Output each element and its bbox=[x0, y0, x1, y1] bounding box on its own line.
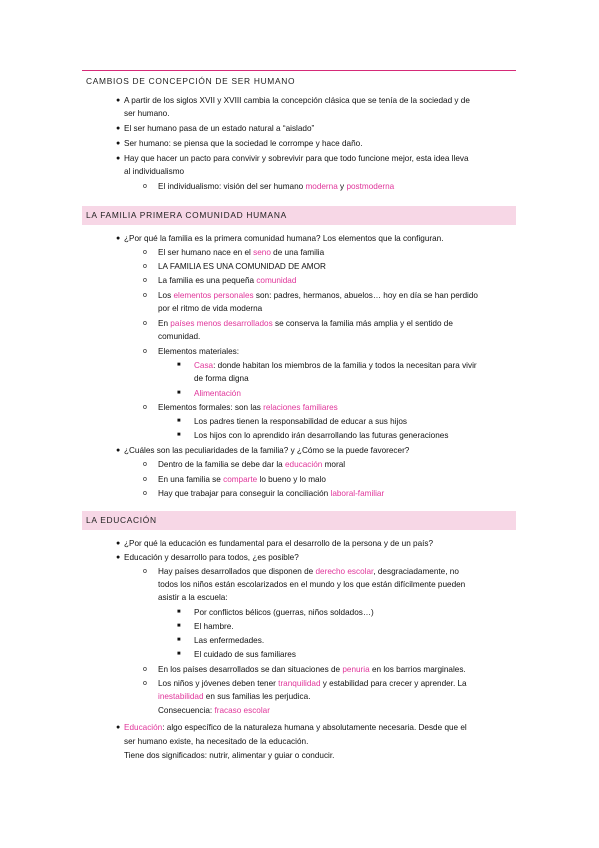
text-line: Alimentación bbox=[194, 389, 241, 398]
text-line: ser humano. bbox=[124, 109, 170, 118]
text-line: Consecuencia: fracaso escolar bbox=[158, 706, 270, 715]
text-line: de forma digna bbox=[194, 374, 249, 383]
text-line: todos los niños están escolarizados en el mundo y los que están difícilmente pueden bbox=[158, 580, 466, 589]
text-line: Hay que trabajar para conseguir la conciliación laboral-familiar bbox=[158, 489, 385, 498]
text-line: Educación: algo específico de la naturaleza humana y absolutamente necesaria. Desde que el bbox=[124, 723, 467, 732]
sub-bullet-icon: o bbox=[143, 490, 147, 497]
bullet-icon: ● bbox=[116, 724, 121, 731]
sub-bullet-icon: o bbox=[143, 249, 147, 256]
text-line: Tiene dos significados: nutrir, alimentar y guiar o conducir. bbox=[124, 751, 335, 760]
text-line: ¿Cuáles son las peculiaridades de la familia? y ¿Cómo se la puede favorecer? bbox=[124, 446, 410, 455]
bullet-icon: ● bbox=[116, 125, 121, 132]
text-line: El individualismo: visión del ser humano moderna y postmoderna bbox=[158, 182, 395, 191]
text-line: ¿Por qué la familia es la primera comunidad humana? Los elementos que la configuran. bbox=[124, 234, 444, 243]
sub-bullet-icon: o bbox=[143, 277, 147, 284]
sub-bullet-icon: o bbox=[143, 476, 147, 483]
sub-bullet-icon: o bbox=[143, 263, 147, 270]
bullet-icon: ● bbox=[116, 554, 121, 561]
text-line: En países menos desarrollados se conserva la familia más amplia y el sentido de bbox=[158, 319, 453, 328]
text-line: Dentro de la familia se debe dar la educación moral bbox=[158, 460, 346, 469]
text-line: Educación y desarrollo para todos, ¿es posible? bbox=[124, 553, 299, 562]
sub-bullet-icon: o bbox=[143, 348, 147, 355]
text-line: Hay países desarrollados que disponen de derecho escolar, desgraciadamente, no bbox=[158, 567, 459, 576]
sub-bullet-icon: o bbox=[143, 461, 147, 468]
text-line: Los padres tienen la responsabilidad de educar a sus hijos bbox=[194, 417, 408, 426]
bullet-icon: ● bbox=[116, 140, 121, 147]
list-item: El hambre. bbox=[194, 622, 234, 631]
text-line: Los elementos personales son: padres, hermanos, abuelos… hoy en día se han perdido bbox=[158, 291, 478, 300]
square-bullet-icon: ■ bbox=[177, 609, 181, 615]
text-line: El ser humano pasa de un estado natural a “aislado” bbox=[124, 124, 315, 133]
list-item: El cuidado de sus familiares bbox=[194, 650, 296, 659]
text-line: En una familia se comparte lo bueno y lo malo bbox=[158, 475, 326, 484]
square-bullet-icon: ■ bbox=[177, 651, 181, 657]
text-line: inestabilidad en sus familias les perjudica. bbox=[158, 692, 311, 701]
bullet-icon: ● bbox=[116, 540, 121, 547]
text-line: A partir de los siglos XVII y XVIII cambia la concepción clásica que se tenía de la sociedad y de bbox=[124, 96, 470, 105]
square-bullet-icon: ■ bbox=[177, 623, 181, 629]
bullet-icon: ● bbox=[116, 155, 121, 162]
text-line: ser humano existe, ha necesitado de la educación. bbox=[124, 737, 309, 746]
bullet-icon: ● bbox=[116, 97, 121, 104]
text-line: El ser humano nace en el seno de una familia bbox=[158, 248, 325, 257]
section-top-rule bbox=[82, 70, 516, 71]
sub-bullet-icon: o bbox=[143, 183, 147, 190]
square-bullet-icon: ■ bbox=[177, 432, 181, 438]
section-heading-educacion: LA EDUCACIÓN bbox=[82, 511, 516, 530]
text-line: asistir a la escuela: bbox=[158, 593, 228, 602]
section-heading-familia: LA FAMILIA PRIMERA COMUNIDAD HUMANA bbox=[82, 206, 516, 225]
sub-bullet-icon: o bbox=[143, 320, 147, 327]
square-bullet-icon: ■ bbox=[177, 390, 181, 396]
sub-bullet-icon: o bbox=[143, 292, 147, 299]
text-line: ¿Por qué la educación es fundamental para el desarrollo de la persona y de un país? bbox=[124, 539, 434, 548]
text-line: LA FAMILIA ES UNA COMUNIDAD DE AMOR bbox=[158, 262, 326, 271]
sub-bullet-icon: o bbox=[143, 404, 147, 411]
text-line: La familia es una pequeña comunidad bbox=[158, 276, 297, 285]
square-bullet-icon: ■ bbox=[177, 637, 181, 643]
sub-bullet-icon: o bbox=[143, 680, 147, 687]
text-line: Hay que hacer un pacto para convivir y sobrevivir para que todo funcione mejor, esta idea lleva bbox=[124, 154, 469, 163]
text-line: En los países desarrollados se dan situaciones de penuria en los barrios marginales. bbox=[158, 665, 466, 674]
text-line: Elementos materiales: bbox=[158, 347, 239, 356]
text-line: Casa: donde habitan los miembros de la familia y todos la necesitan para vivir bbox=[194, 361, 477, 370]
section-heading-ser-humano: CAMBIOS DE CONCEPCIÓN DE SER HUMANO bbox=[86, 76, 296, 86]
text-line: Los niños y jóvenes deben tener tranquilidad y estabilidad para crecer y aprender. La bbox=[158, 679, 467, 688]
text-line: Ser humano: se piensa que la sociedad le corrompe y hace daño. bbox=[124, 139, 363, 148]
square-bullet-icon: ■ bbox=[177, 362, 181, 368]
square-bullet-icon: ■ bbox=[177, 418, 181, 424]
bullet-icon: ● bbox=[116, 447, 121, 454]
sub-bullet-icon: o bbox=[143, 568, 147, 575]
text-line: Los hijos con lo aprendido irán desarrollando las futuras generaciones bbox=[194, 431, 449, 440]
text-line: Elementos formales: son las relaciones familiares bbox=[158, 403, 338, 412]
sub-bullet-icon: o bbox=[143, 666, 147, 673]
text-line: al individualismo bbox=[124, 167, 185, 176]
text-line: comunidad. bbox=[158, 332, 201, 341]
bullet-icon: ● bbox=[116, 235, 121, 242]
text-line: por el ritmo de vida moderna bbox=[158, 304, 263, 313]
list-item: Las enfermedades. bbox=[194, 636, 265, 645]
list-item: Por conflictos bélicos (guerras, niños soldados…) bbox=[194, 608, 374, 617]
